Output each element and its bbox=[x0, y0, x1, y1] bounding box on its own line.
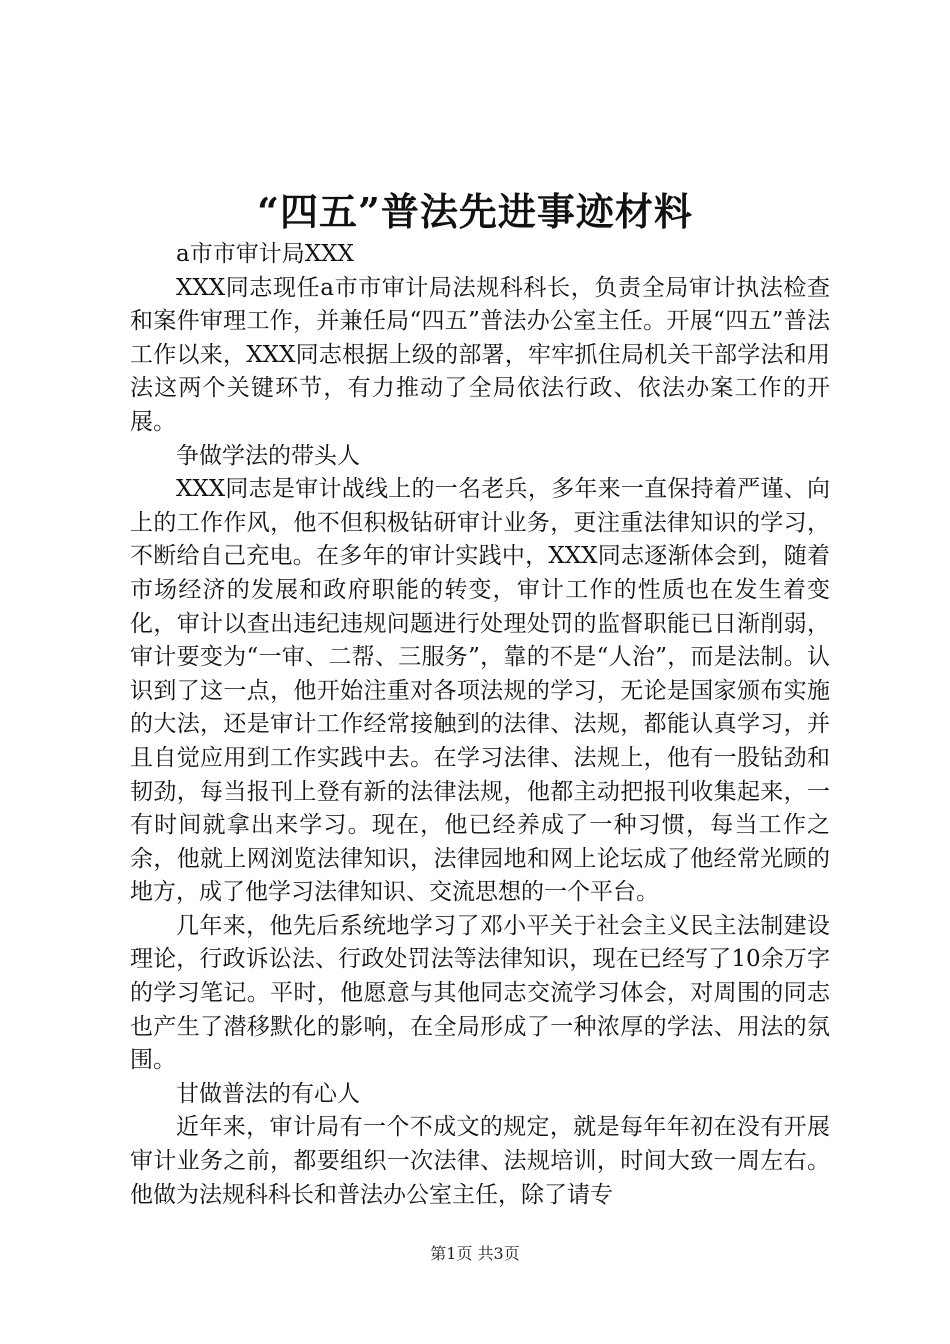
body-paragraph-years: 几年来，他先后系统地学习了邓小平关于社会主义民主法制建设理论，行政诉讼法、行政处罚法等法律知识，现在已经写了10余万字的学习笔记。平时，他愿意与其他同志交流学习体会，对周围的同志也产生了潜移默化的影响，在全局形成了一种浓厚的学法、用法的氛围。 bbox=[130, 912, 830, 1074]
page-number-footer: 第1页 共3页 bbox=[430, 1244, 520, 1263]
section-heading-study: 争做学法的带头人 bbox=[176, 442, 360, 469]
intro-paragraph: XXX同志现任a市市审计局法规科科长，负责全局审计执法检查和案件审理工作，并兼任局“四五”普法办公室主任。开展“四五”普法工作以来，XXX同志根据上级的部署，牢牢抓住局机关干部学法和用法这两个关键环节，有力推动了全局依法行政、依法办案工作的开展。 bbox=[130, 274, 830, 435]
body-paragraph-study: XXX同志是审计战线上的一名老兵，多年来一直保持着严谨、向上的工作作风，他不但积极钻研审计业务，更注重法律知识的学习，不断给自己充电。在多年的审计实践中，XXX同志逐渐体会到，随着市场经济的发展和政府职能的转变，审计工作的性质也在发生着变化，审计以查出违纪违规问题进行处理处罚的监督职能已日渐削弱，审计要变为“一审、二帮、三服务”，靠的不是“人治”，而是法制。认识到了这一点，他开始注重对各项法规的学习，无论是国家颁布实施的大法，还是审计工作经常接触到的法律、法规，都能认真学习，并且自觉应用到工作实践中去。在学习法律、法规上，他有一股钻劲和韧劲，每当报刊上登有新的法律法规，他都主动把报刊收集起来，一有时间就拿出来学习。现在，他已经养成了一种习惯，每当工作之余，他就上网浏览法律知识，法律园地和网上论坛成了他经常光顾的地方，成了他学习法律知识、交流思想的一个平台。 bbox=[130, 476, 830, 906]
section-heading-popularize: 甘做普法的有心人 bbox=[176, 1080, 360, 1107]
document-body bbox=[130, 238, 830, 1212]
document-title: “四五”普法先进事迹材料 bbox=[257, 189, 693, 234]
body-paragraph-training: 近年来，审计局有一个不成文的规定，就是每年年初在没有开展审计业务之前，都要组织一次法律、法规培训，时间大致一周左右。他做为法规科科长和普法办公室主任，除了请专 bbox=[130, 1114, 830, 1208]
author-line: a市市审计局XXX bbox=[176, 241, 354, 267]
